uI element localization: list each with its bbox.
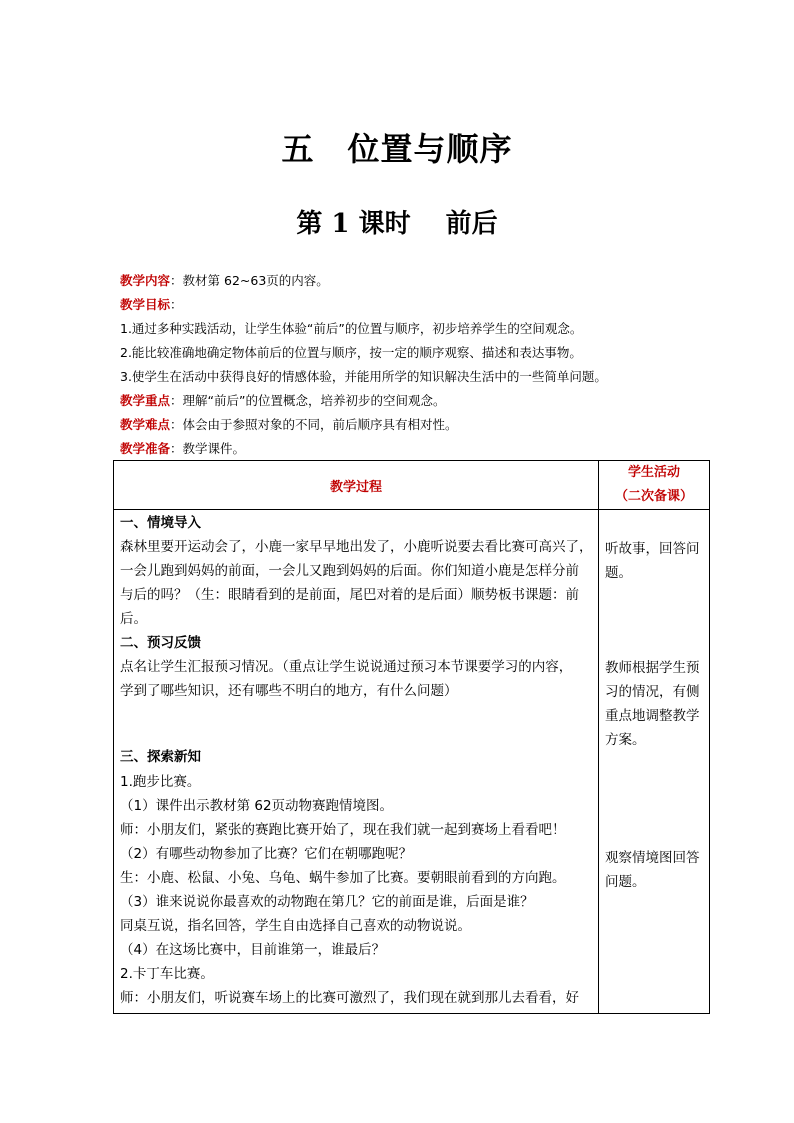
process-line: 1.跑步比赛。 — [120, 774, 201, 790]
process-line: （2）有哪些动物参加了比赛？它们在朝哪跑呢？ — [120, 846, 413, 862]
teaching-goals-heading: 教学目标： — [120, 297, 183, 312]
process-line: 同桌互说，指名回答，学生自由选择自己喜欢的动物说说。 — [120, 918, 471, 934]
process-line: 点名让学生汇报预习情况。（重点让学生说说通过预习本节课要学习的内容， — [120, 659, 573, 675]
header-teaching-process: 教学过程 — [114, 461, 599, 510]
activity-note: 教师根据学生预习的情况，有侧重点地调整教学方案。 — [605, 660, 700, 748]
process-line: 后。 — [120, 611, 147, 627]
activity-note: 观察情境图回答问题。 — [605, 850, 700, 890]
teaching-content — [120, 273, 720, 289]
process-line: 2.卡丁车比赛。 — [120, 966, 214, 982]
prep-label: 教学准备 — [120, 441, 171, 456]
activity-note: 听故事，回答问题。 — [605, 541, 700, 581]
key-label: 教学重点 — [120, 393, 171, 408]
goal-item: 3.使学生在活动中获得良好的情感体验，并能用所学的知识解决生活中的一些简单问题。 — [120, 369, 607, 384]
process-line: 师：小朋友们，紧张的赛跑比赛开始了，现在我们就一起到赛场上看看吧！ — [120, 822, 566, 838]
process-line: 森林里要开运动会了，小鹿一家早早地出发了，小鹿听说要去看比赛可高兴了， — [120, 539, 593, 555]
process-line: 一会儿跑到妈妈的前面，一会儿又跑到妈妈的后面。你们知道小鹿是怎样分前 — [120, 563, 579, 579]
lesson-table — [113, 460, 710, 1014]
process-line: （3）谁来说说你最喜欢的动物跑在第几？它的前面是谁，后面是谁？ — [120, 894, 534, 910]
page-title: 五 位置与顺序 — [281, 130, 513, 168]
teaching-preparation — [120, 441, 720, 457]
process-line: （4）在这场比赛中，目前谁第一，谁最后？ — [120, 942, 386, 958]
header-student-activity: 学生活动 （二次备课） — [599, 461, 710, 510]
content-value: ：教材第 62~63页的内容。 — [170, 273, 329, 288]
process-line: 学到了哪些知识，还有哪些不明白的地方，有什么问题） — [120, 683, 458, 699]
process-line: （1）课件出示教材第 62页动物赛跑情境图。 — [120, 798, 394, 814]
process-cell — [114, 510, 599, 1014]
section-heading: 一、情境导入 — [120, 515, 201, 531]
process-content — [114, 510, 598, 1013]
activity-content — [599, 510, 709, 1013]
section-heading: 二、预习反馈 — [120, 635, 201, 651]
lesson-subtitle: 第 1 课时 前后 — [296, 209, 498, 239]
prep-value: ：教学课件。 — [170, 441, 246, 456]
content-label: 教学内容 — [120, 273, 171, 288]
teaching-difficulty — [120, 417, 720, 433]
process-line: 师：小朋友们，听说赛车场上的比赛可激烈了，我们现在就到那儿去看看，好 — [120, 990, 579, 1006]
goal-item: 2.能比较准确地确定物体前后的位置与顺序，按一定的顺序观察、描述和表达事物。 — [120, 345, 582, 360]
activity-cell — [599, 510, 710, 1014]
goals-label: 教学目标 — [120, 297, 171, 312]
difficulty-label: 教学难点 — [120, 417, 171, 432]
key-value: ：理解“前后”的位置概念，培养初步的空间观念。 — [170, 393, 446, 408]
section-heading: 三、探索新知 — [120, 749, 201, 765]
teaching-key-point — [120, 393, 720, 409]
goal-item: 1.通过多种实践活动，让学生体验“前后”的位置与顺序，初步培养学生的空间观念。 — [120, 321, 583, 336]
process-line: 与后的吗？（生：眼睛看到的是前面，尾巴对着的是后面）顺势板书课题：前 — [120, 587, 579, 603]
difficulty-value: ：体会由于参照对象的不同，前后顺序具有相对性。 — [170, 417, 458, 432]
process-line: 生：小鹿、松鼠、小兔、乌龟、蜗牛参加了比赛。要朝眼前看到的方向跑。 — [120, 870, 566, 886]
